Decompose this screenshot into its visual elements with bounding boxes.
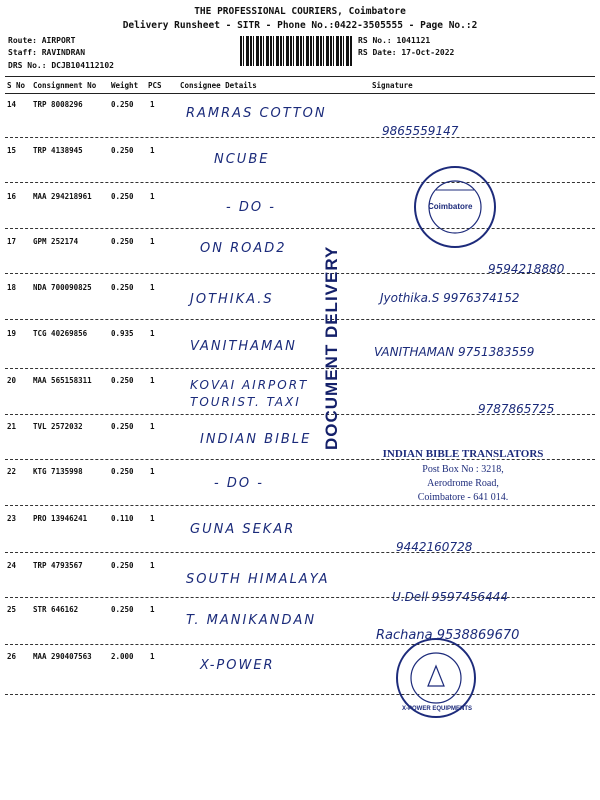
- row-consignment: STR 646162: [33, 605, 79, 614]
- row-weight: 0.250: [111, 467, 134, 476]
- row-sno: 18: [7, 283, 17, 292]
- row-consignee: T. MANIKANDAN: [186, 613, 317, 628]
- row-signature: 9787865725: [478, 402, 555, 416]
- row-divider: [5, 694, 595, 695]
- row-pcs: 1: [150, 467, 155, 476]
- row-sno: 17: [7, 237, 17, 246]
- row-divider: [5, 368, 595, 369]
- barcode-image: [240, 36, 352, 66]
- row-weight: 0.250: [111, 146, 134, 155]
- row-sno: 26: [7, 652, 17, 661]
- header-top-rule: [5, 76, 595, 77]
- row-divider: [5, 228, 595, 229]
- row-pcs: 1: [150, 329, 155, 338]
- row-consignee: NCUBE: [214, 152, 270, 167]
- row-weight: 0.250: [111, 561, 134, 570]
- row-consignee: RAMRAS COTTON: [186, 106, 327, 121]
- row-consignment: TVL 2572032: [33, 422, 83, 431]
- row-consignment: MAA 565158311: [33, 376, 92, 385]
- row-consignment: GPM 252174: [33, 237, 79, 246]
- row-weight: 0.110: [111, 514, 134, 523]
- row-weight: 0.250: [111, 376, 134, 385]
- row-pcs: 1: [150, 652, 155, 661]
- row-consignee: - DO -: [214, 476, 264, 491]
- ibt-box: Post Box No : 3218,: [422, 464, 504, 475]
- row-weight: 0.250: [111, 605, 134, 614]
- row-pcs: 1: [150, 192, 155, 201]
- col-sno: S No: [7, 81, 26, 90]
- row-sno: 25: [7, 605, 17, 614]
- row-consignee: VANITHAMAN: [190, 339, 297, 354]
- row-consignee: GUNA SEKAR: [190, 522, 296, 537]
- row-weight: 0.250: [111, 422, 134, 431]
- rs-number: RS No.: 1041121: [358, 36, 431, 45]
- row-weight: 0.935: [111, 329, 134, 338]
- row-pcs: 1: [150, 514, 155, 523]
- route-label: Route: AIRPORT: [8, 36, 76, 45]
- row-consignee: JOTHIKA.S: [190, 292, 274, 307]
- row-weight: 0.250: [111, 100, 134, 109]
- row-signature: VANITHAMAN 9751383559: [374, 345, 535, 359]
- row-consignee: - DO -: [226, 200, 276, 215]
- row-divider: [5, 182, 595, 183]
- row-consignee: INDIAN BIBLE: [200, 432, 312, 447]
- row-pcs: 1: [150, 376, 155, 385]
- col-consignment: Consignment No: [33, 81, 97, 90]
- row-sno: 24: [7, 561, 17, 570]
- coimbatore-seal-text: Coimbatore: [428, 202, 473, 211]
- row-weight: 0.250: [111, 237, 134, 246]
- row-pcs: 1: [150, 100, 155, 109]
- row-consignment: TRP 8008296: [33, 100, 83, 109]
- row-consignee: ON ROAD2: [200, 241, 287, 256]
- row-consignment: MAA 290407563: [33, 652, 92, 661]
- row-consignment: MAA 294218961: [33, 192, 92, 201]
- row-consignment: TRP 4793567: [33, 561, 83, 570]
- header-bottom-rule: [5, 93, 595, 94]
- row-consignment: KTG 7135998: [33, 467, 83, 476]
- row-weight: 0.250: [111, 192, 134, 201]
- row-sno: 22: [7, 467, 17, 476]
- row-divider: [5, 552, 595, 553]
- ibt-road: Aerodrome Road,: [427, 478, 499, 489]
- row-divider: [5, 505, 595, 506]
- row-consignment: PRO 13946241: [33, 514, 88, 523]
- row-pcs: 1: [150, 605, 155, 614]
- row-pcs: 1: [150, 422, 155, 431]
- row-signature: Rachana 9538869670: [376, 628, 520, 643]
- ibt-name: INDIAN BIBLE TRANSLATORS: [382, 448, 544, 460]
- row-signature: U.Dell 9597456444: [392, 590, 509, 604]
- row-consignee: SOUTH HIMALAYA: [186, 572, 330, 587]
- xpower-seal-text: X-POWER EQUIPMENTS: [402, 706, 473, 712]
- row-pcs: 1: [150, 146, 155, 155]
- row-divider: [5, 319, 595, 320]
- row-signature: 9865559147: [382, 124, 459, 138]
- row-divider: [5, 597, 595, 598]
- row-sno: 14: [7, 100, 17, 109]
- row-divider: [5, 414, 595, 415]
- row-sno: 20: [7, 376, 17, 385]
- row-consignee: X-POWER: [200, 658, 275, 673]
- col-pcs: PCS: [148, 81, 162, 90]
- row-divider: [5, 273, 595, 274]
- document-delivery-stamp: DOCUMENT DELIVERY: [322, 245, 341, 450]
- row-sno: 16: [7, 192, 17, 201]
- rs-date: RS Date: 17-Oct-2022: [358, 48, 455, 57]
- row-divider: [5, 644, 595, 645]
- company-title: THE PROFESSIONAL COURIERS, Coimbatore: [194, 6, 406, 17]
- col-consignee: Consignee Details: [180, 81, 257, 90]
- row-weight: 2.000: [111, 652, 134, 661]
- row-pcs: 1: [150, 561, 155, 570]
- row-sno: 21: [7, 422, 17, 431]
- row-sno: 15: [7, 146, 17, 155]
- row-signature: Jyothika.S 9976374152: [380, 291, 520, 305]
- runsheet-subtitle: Delivery Runsheet - SITR - Phone No.:0422-3505555 - Page No.:2: [122, 20, 478, 31]
- col-signature: Signature: [372, 81, 413, 90]
- row-signature: 9442160728: [396, 540, 473, 554]
- staff-label: Staff: RAVINDRAN: [8, 48, 86, 57]
- row-divider: [5, 137, 595, 138]
- col-weight: Weight: [111, 81, 139, 90]
- row-sno: 23: [7, 514, 17, 523]
- drs-number: DRS No.: DCJB104112102: [8, 61, 114, 70]
- row-consignment: NDA 700090825: [33, 283, 92, 292]
- row-pcs: 1: [150, 237, 155, 246]
- row-sno: 19: [7, 329, 17, 338]
- row-signature: 9594218880: [488, 262, 565, 276]
- ibt-city: Coimbatore - 641 014.: [417, 492, 509, 503]
- row-consignment: TRP 4138945: [33, 146, 83, 155]
- row-pcs: 1: [150, 283, 155, 292]
- row-consignment: TCG 40269856: [33, 329, 88, 338]
- row-consignee: KOVAI AIRPORT TOURIST. TAXI: [190, 378, 309, 409]
- row-weight: 0.250: [111, 283, 134, 292]
